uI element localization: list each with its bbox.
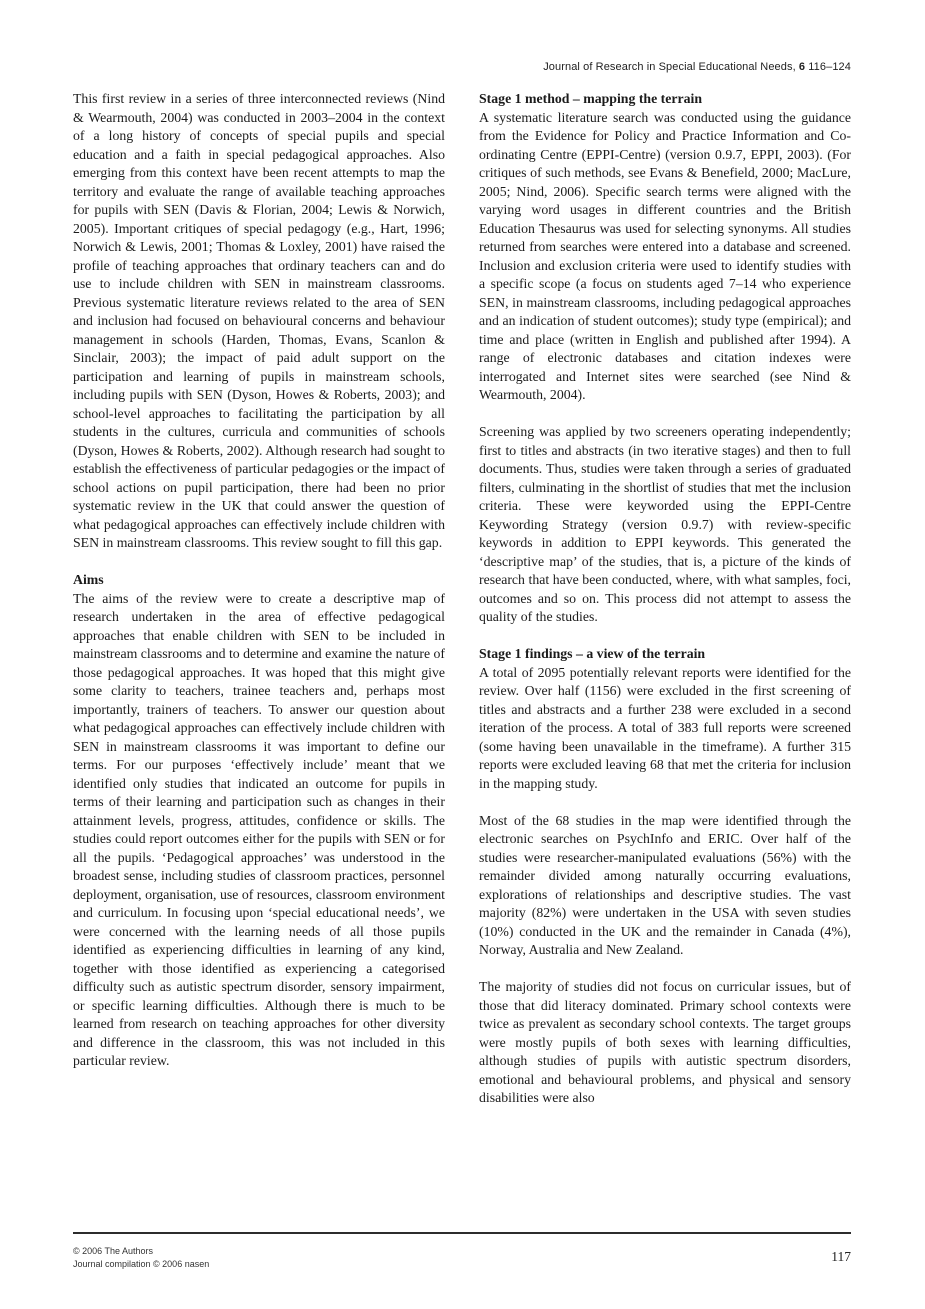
- findings-paragraph-3: The majority of studies did not focus on curricular issues, but of those that did literacy dominated. Primary school contexts were twice as prevalent as secondary school contexts. The target groups were mostly pupils of both sexes with learning difficulties, although studies of pupils with autistic spectrum disorders, emotional and behavioural problems, and physical and sensory disabilities were also: [479, 979, 851, 1105]
- stage1-findings-heading: Stage 1 findings – a view of the terrain: [479, 646, 706, 661]
- aims-heading: Aims: [73, 572, 104, 587]
- page-range: 116–124: [805, 61, 851, 73]
- stage1-method-heading: Stage 1 method – mapping the terrain: [479, 91, 703, 106]
- method-paragraph-2: Screening was applied by two screeners operating independently; first to titles and abstracts (in two iterative stages) and then to full documents. Thus, studies were taken through a series of graduated filters, culminating in the shortlist of studies that met the inclusion criteria. These were keyworded using the EPPI-Centre Keywording Strategy (version 0.9.7) with review-specific keywords in addition to EPPI keywords. This generated the ‘descriptive map’ of the studies, that is, a picture of the kinds of research that have been conducted, where, with what samples, foci, outcomes and so on. This process did not attempt to assess the quality of the studies.: [479, 424, 851, 624]
- findings-paragraph-1: A total of 2095 potentially relevant reports were identified for the review. Over half (1156) were excluded in the first screening of titles and abstracts and a further 238 were excluded in a second iteration of the process. A total of 383 full reports were screened (some having been unavailable in the timeframe). A further 315 reports were excluded leaving 68 that met the criteria for inclusion in the mapping study.: [479, 664, 851, 791]
- copyright-line-1: © 2006 The Authors: [73, 1246, 154, 1256]
- journal-title: Journal of Research in Special Educational Needs,: [543, 61, 799, 73]
- page-number: 117: [831, 1249, 851, 1264]
- findings-paragraph-2: Most of the 68 studies in the map were identified through the electronic searches on PsychInfo and ERIC. Over half of the studies were researcher-manipulated evaluations (56%) with the remainder divided among naturally occurring evaluations, explorations of relationships and descriptive studies. The vast majority (82%) were undertaken in the USA with seven studies (10%) conducted in the UK and the remainder in Canada (4%), Norway, Australia and New Zealand.: [479, 812, 851, 957]
- right-column: [479, 90, 851, 1280]
- footer-rule: [73, 1232, 851, 1234]
- method-paragraph-1: A systematic literature search was conducted using the guidance from the Evidence for Policy and Practice Information and Co-ordinating Centre (EPPI-Centre) (version 0.9.7, EPPI, 2003). (For critiques of such methods, see Evans & Benefield, 2000; MacLure, 2005; Nind, 2006). Specific search terms were aligned with the varying word usages in different countries and the British Education Thesaurus was used for selecting synonyms. All studies returned from searches were entered into a database and screened. Inclusion and exclusion criteria were used to identify studies with a specific scope (a focus on students aged 7–14 who experience SEN, in mainstream classrooms, including pedagogical approaches and an indication of student outcomes); study type (empirical); and time and place (written in English and published after 1994). A range of electronic databases and citation indexes were interrogated and Internet sites were searched (see Nind & Wearmouth, 2004).: [479, 109, 851, 402]
- volume-number: 6: [798, 61, 806, 73]
- intro-paragraph: This first review in a series of three interconnected reviews (Nind & Wearmouth, 2004) was conducted in 2003–2004 in the context of a long history of concepts of special pupils and special education and a faith in special pedagogical approaches. Also emerging from this context have been recent attempts to map the territory and evaluate the range of available teaching approaches for pupils with SEN (Davis & Florian, 2004; Lewis & Norwich, 2005). Important critiques of special pedagogy (e.g., Hart, 1996; Norwich & Lewis, 2001; Thomas & Loxley, 2001) have raised the profile of teaching approaches that ordinary teachers can and do use to include children with SEN in mainstream classrooms. Previous systematic literature reviews related to the area of SEN and inclusion had focused on behavioural concerns and behaviour management in schools (Harden, Thomas, Evans, Scanlon & Sinclair, 2003); the impact of paid adult support on the participation and learning of pupils in mainstream schools, including pupils with SEN (Dyson, Howes & Roberts, 2003); and school-level approaches to facilitating the participation by all students in the cultures, curricula and communities of schools (Dyson, Howes & Roberts, 2002). Although research had sought to establish the effectiveness of particular pedagogies or the impact of school actions on pupil participation, there had been no prior systematic review in the UK that could answer the question of what pedagogical approaches can effectively include children with SEN in mainstream classrooms. This review sought to fill this gap.: [73, 91, 445, 550]
- copyright-line-2: Journal compilation © 2006 nasen: [73, 1259, 210, 1269]
- left-column: [73, 90, 445, 1280]
- running-head: [73, 61, 851, 73]
- body-columns: [73, 90, 851, 1280]
- aims-paragraph: The aims of the review were to create a descriptive map of research undertaken in the area of effective pedagogical approaches that enable children with SEN to be included in mainstream classrooms and to determine and examine the nature of those pedagogical approaches. It was hoped that this might give some clarity to teachers, trainee teachers and, perhaps most importantly, trainers of teachers. To answer our question about what pedagogical approaches can effectively include children with SEN in mainstream classrooms it was important to define our terms. For our purposes ‘effectively include’ meant that we identified only studies that indicated an outcome for pupils in terms of their learning and participation such as changes in their attainment levels, progress, attitudes, confidence or skills. The studies could report outcomes either for the pupils with SEN or for all the pupils. ‘Pedagogical approaches’ was understood in the broadest sense, including studies of classroom practices, personnel deployment, organisation, use of resources, classroom environment and curriculum. In focusing upon ‘special educational needs’, we were concerned with the learning needs of all those pupils identified as experiencing difficulties in learning of any kind, together with those identified as experiencing a categorised difficulty such as autistic spectrum disorder, sensory impairment, or specific learning difficulties. Although there is much to be learned from research on teaching approaches for other diversity and difference in the classroom, this was not included in this particular review.: [73, 590, 446, 1068]
